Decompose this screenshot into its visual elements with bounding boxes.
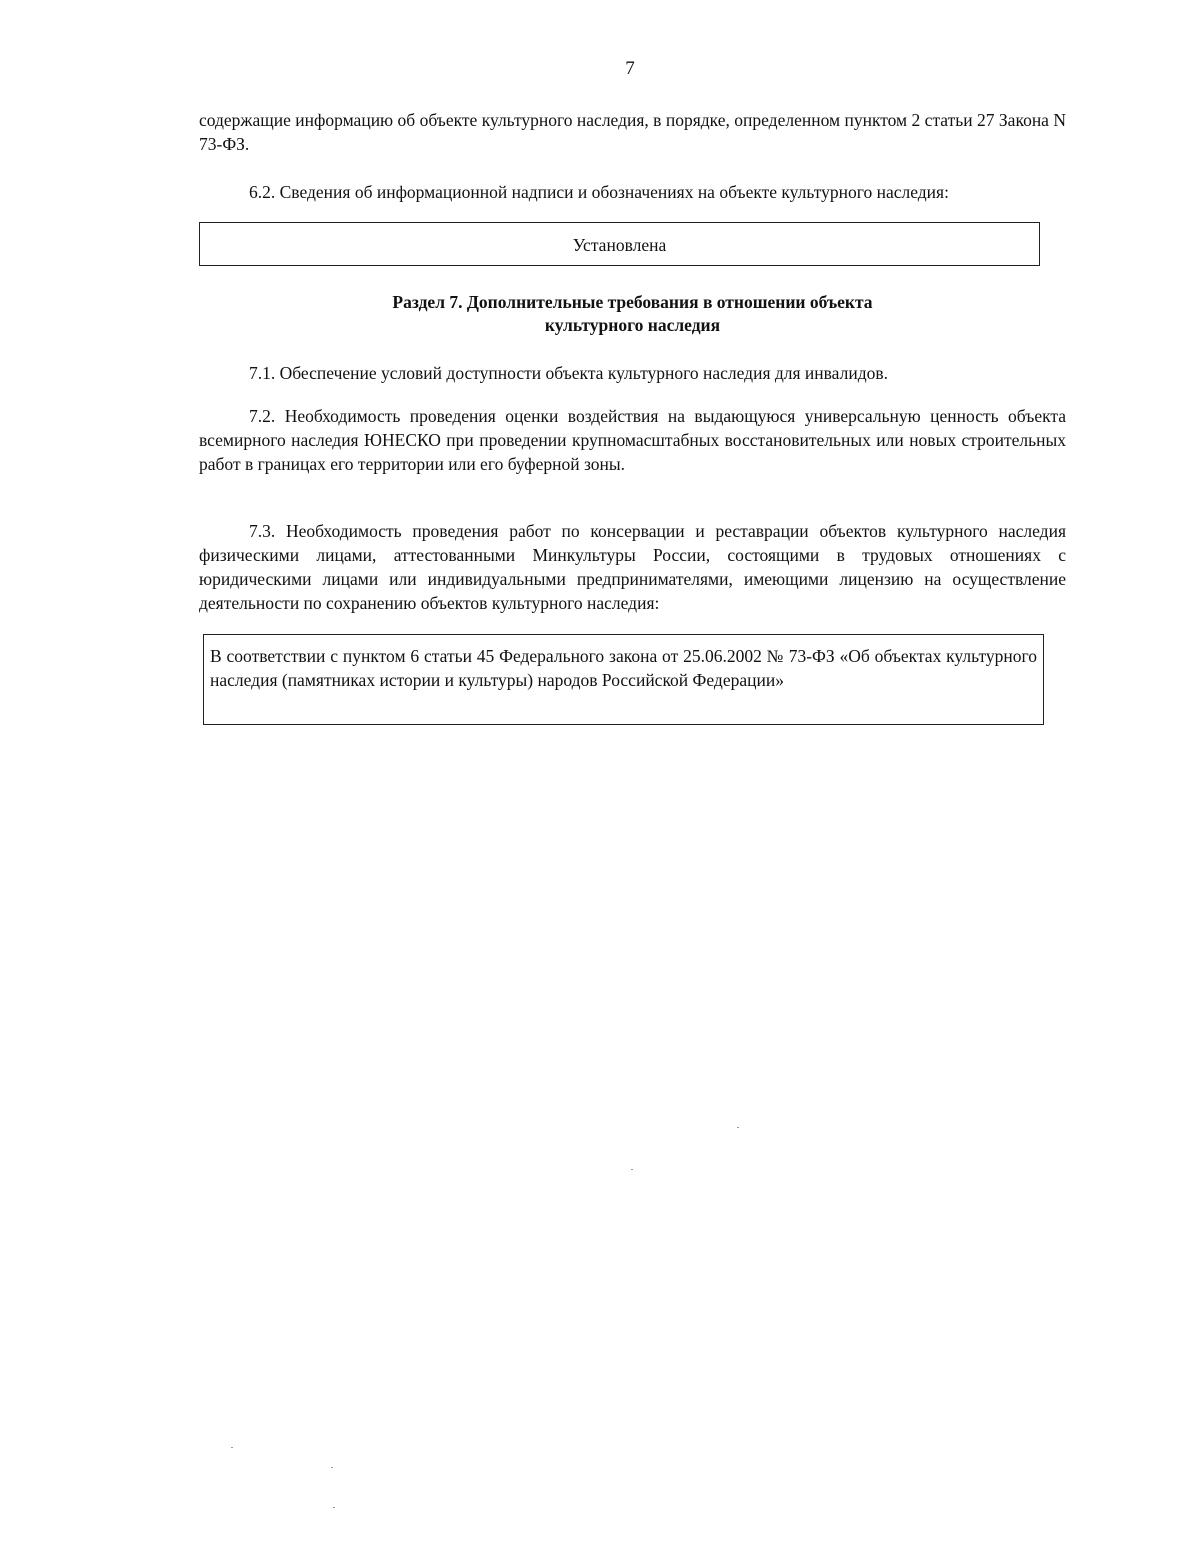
restoration-requirement-box xyxy=(203,634,1044,725)
scan-speck xyxy=(331,1467,333,1468)
restoration-requirement-text: В соответствии с пунктом 6 статьи 45 Федерального закона от 25.06.2002 № 73-ФЗ «Об объектах культурного наследия (памятниках истории и культуры) народов Российской Федерации» xyxy=(210,646,1037,690)
paragraph-continuation: содержащие информацию об объекте культурного наследия, в порядке, определенном пунктом 2 статьи 27 Закона N 73-ФЗ. xyxy=(199,110,1066,154)
info-inscription-value: Установлена xyxy=(572,235,667,255)
paragraph-6-2: 6.2. Сведения об информационной надписи и обозначениях на объекте культурного наследия: xyxy=(249,182,949,202)
scan-speck xyxy=(231,1447,233,1448)
section-title-line-1: Раздел 7. Дополнительные требования в отношении объекта xyxy=(392,292,873,312)
info-inscription-box xyxy=(199,222,1040,266)
paragraph-7-3: 7.3. Необходимость проведения работ по консервации и реставрации объектов культурного наследия физическими лицами, аттестованными Минкультуры России, состоящими в трудовых отношениях с юридическими лицами или индивидуальными предпринимателями, имеющими лицензию на осуществление деятельности по сохранению объектов культурного наследия: xyxy=(199,521,1066,613)
scan-speck xyxy=(333,1507,335,1508)
paragraph-7-1: 7.1. Обеспечение условий доступности объекта культурного наследия для инвалидов. xyxy=(249,363,888,383)
section-7-title xyxy=(199,291,1066,337)
scan-speck xyxy=(737,1127,739,1128)
paragraph-7-2: 7.2. Необходимость проведения оценки воздействия на выдающуюся универсальную ценность объекта всемирного наследия ЮНЕСКО при проведении крупномасштабных восстановительных или новых строительных работ в границах его территории или его буферной зоны. xyxy=(199,406,1066,474)
section-title-line-2: культурного наследия xyxy=(544,315,721,335)
scan-speck xyxy=(631,1169,633,1170)
page-number: 7 xyxy=(625,58,635,79)
